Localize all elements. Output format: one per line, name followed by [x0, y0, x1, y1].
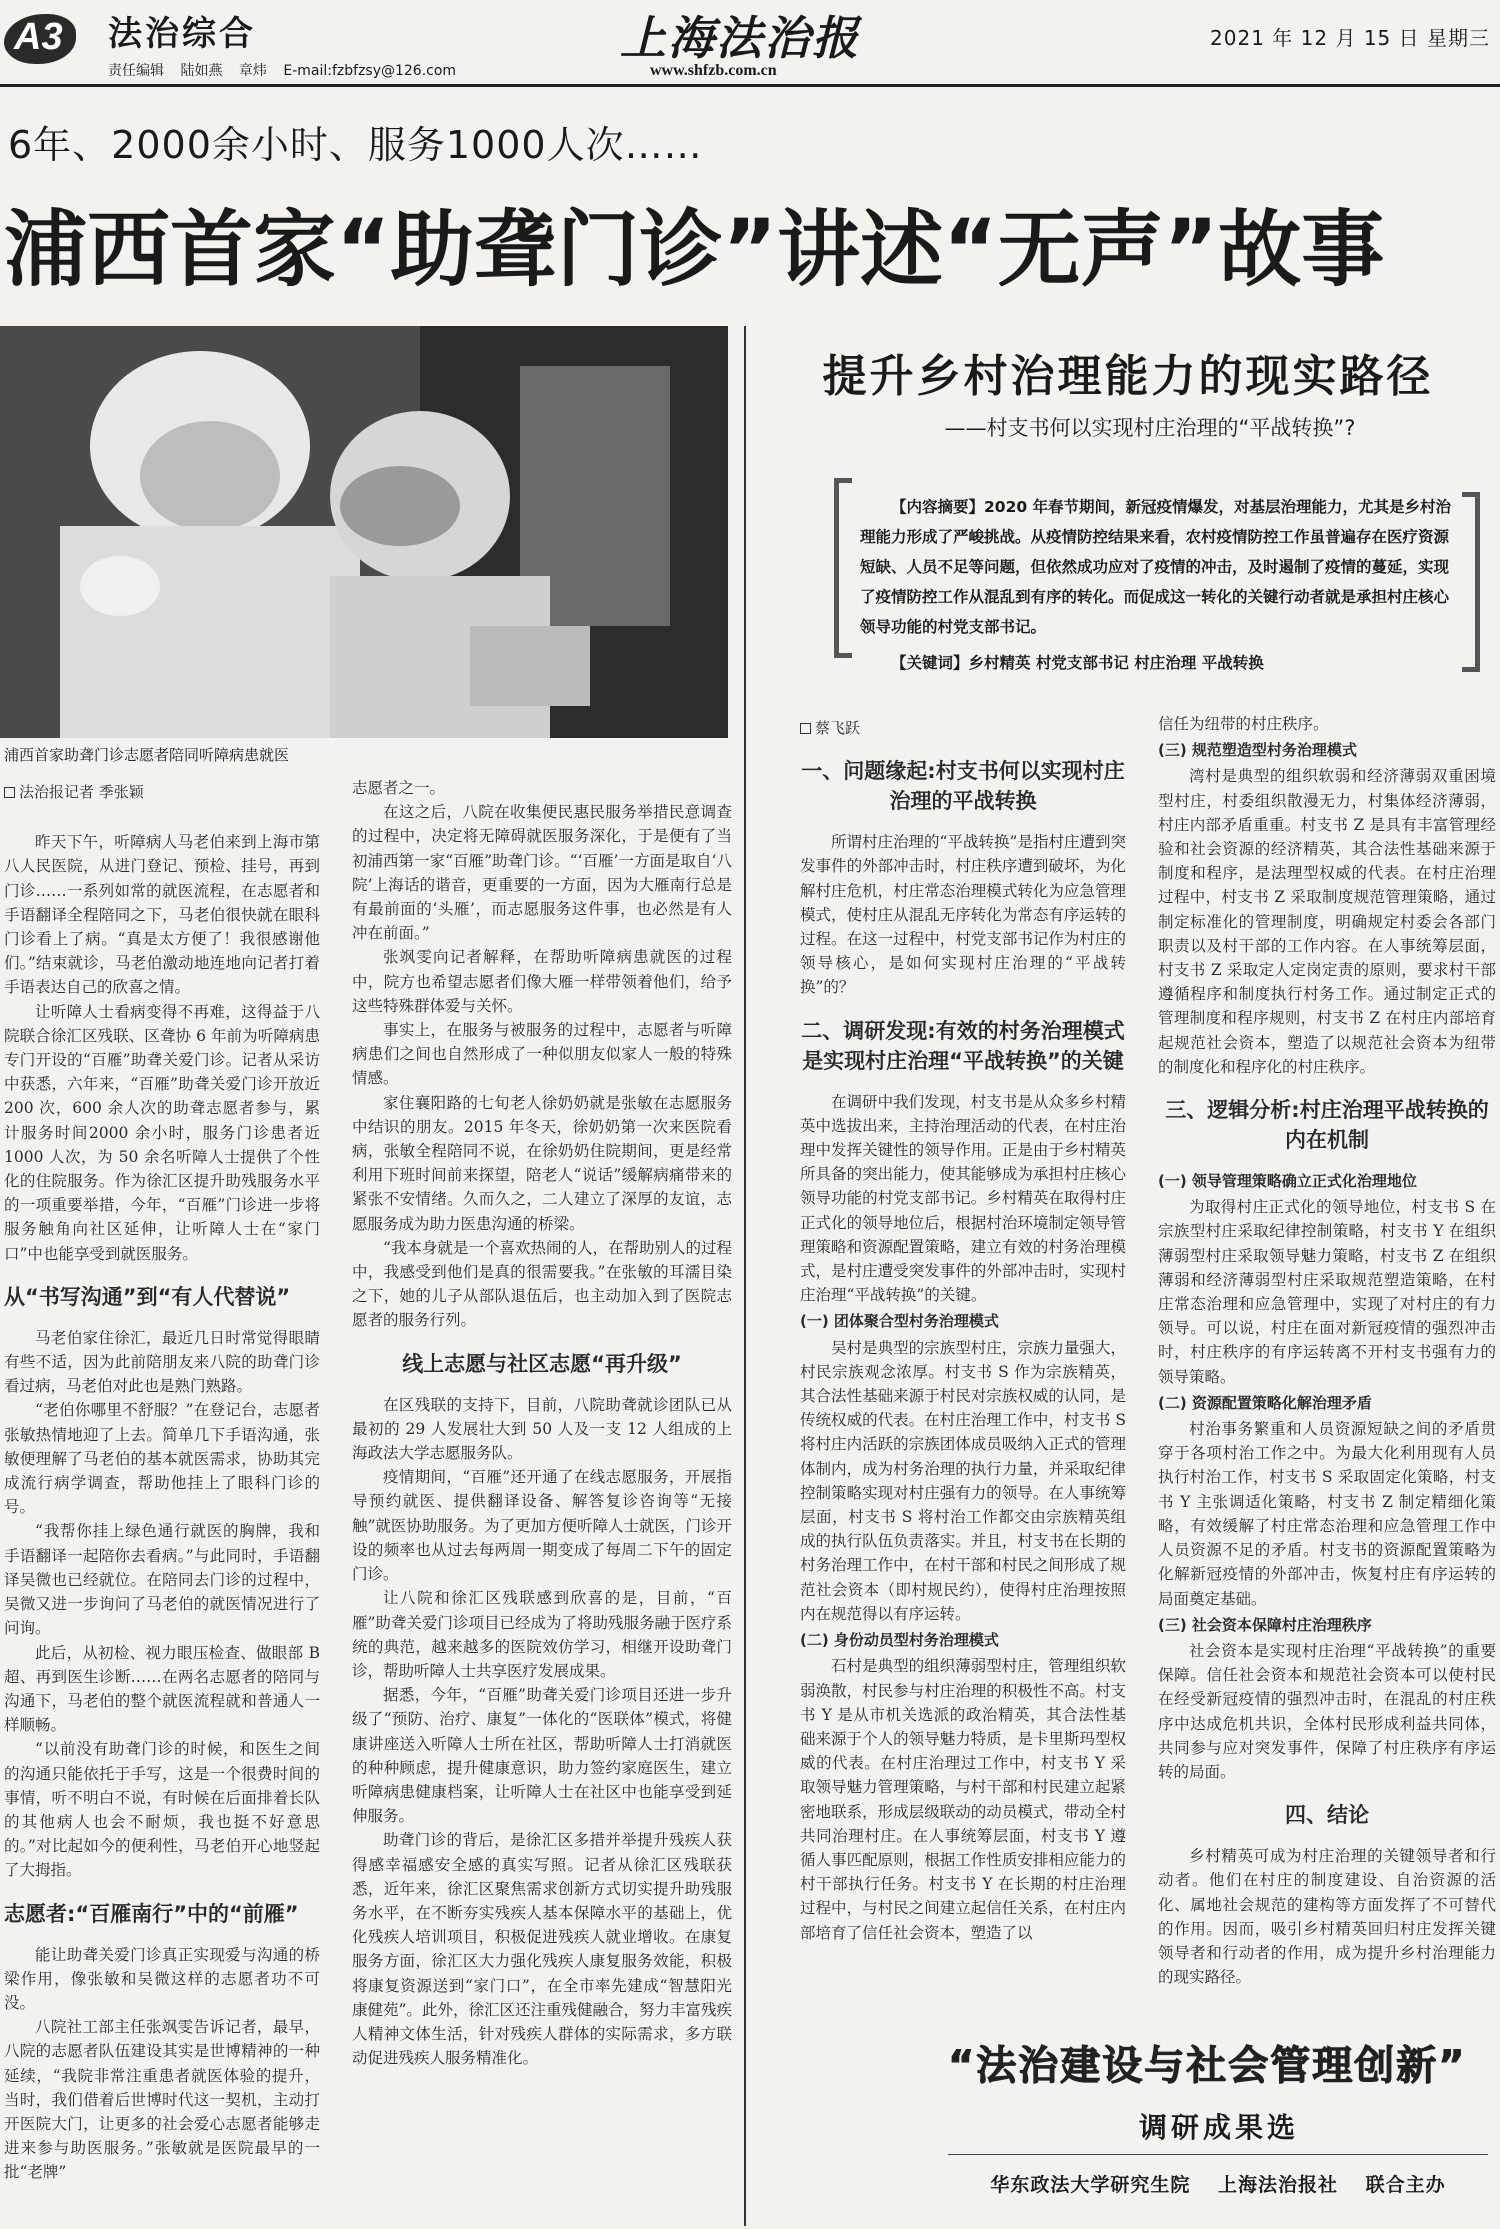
paragraph: 八院社工部主任张飒雯告诉记者，最早，八院的志愿者队伍建设其实是世博精神的一种延续，“我院非常注重患者就医体验的提升，当时，我们借着后世博时代这一契机，主动打开医院大门，让更多的社会爱心志愿者能够走进来参与助医服务。”张敏就是医院最早的一批“老牌” [4, 2018, 320, 2182]
lead-headline: 浦西首家“助聋门诊”讲述“无声”故事 [4, 201, 1385, 298]
section-name: 法治综合 [108, 14, 256, 54]
section-subhead: 一、问题缘起:村支书何以实现村庄治理的平战转换 [801, 759, 1125, 814]
editor-name: 陆如燕 [180, 63, 223, 79]
banner-organizers [948, 2170, 1488, 2197]
right-column-2 [1158, 712, 1496, 1989]
photo-caption: 浦西首家助聋门诊志愿者陪同听障病患就医 [4, 746, 290, 764]
paragraph: 在区残联的支持下，目前，八院助聋就诊团队已从最初的 29 人发展壮大到 50 人及一支 12 人组成的上海政法大学志愿服务队。 [352, 1395, 732, 1463]
minor-subhead: (一) 团体聚合型村务治理模式 [800, 1312, 999, 1331]
paragraph: 让八院和徐汇区残联感到欣喜的是，目前，“百雁”助聋关爱门诊项目已经成为了将助残服务融于医疗系统的典范，越来越多的医院效仿学习，相继开设助聋门诊，帮助听障人士共享医疗发展成果。 [352, 1589, 732, 1680]
editor-name: 章炜 [238, 63, 267, 79]
minor-subhead: (三) 社会资本保障村庄治理秩序 [1158, 1615, 1372, 1634]
paragraph: 为取得村庄正式化的领导地位，村支书 S 在宗族型村庄采取纪律控制策略，村支书 Y 在组织薄弱型村庄采取领导魅力策略，村支书 Z 在组织薄弱和经济薄弱型村庄采取规范塑造策略，在村庄常态治理和应急管理中，实现了对村庄的有力领导。可以说，村庄在面对新冠疫情的强烈冲击时，村庄秩序的有序运转离不开村支书强有力的领导策略。 [1158, 1198, 1496, 1386]
section-subhead: 志愿者:“百雁南行”中的“前雁” [4, 1901, 299, 1926]
newspaper-logo: 上海法治报 [620, 11, 860, 65]
paragraph: 据悉，今年，“百雁”助聋关爱门诊项目还进一步升级了“预防、治疗、康复”一体化的“医联体”模式，将健康讲座送入听障人士所在社区，帮助听障人士打消就医的种种顾虑，提升健康意识，助力签约家庭医生，建立听障病患健康档案，让听障人士在社区中也能享受到延伸服务。 [352, 1686, 732, 1826]
right-byline: 蔡飞跃 [800, 716, 1126, 740]
organizer: 联合主办 [1365, 2174, 1446, 2196]
organizer: 华东政法大学研究生院 [990, 2174, 1191, 2196]
newspaper-url: www.shfzb.com.cn [650, 62, 777, 79]
abstract-label: 【内容摘要】 [891, 498, 985, 516]
paragraph: 乡村精英可成为村庄治理的关键领导者和行动者。他们在村庄的制度建设、自治资源的活化、属地社会规范的建构等方面发挥了不可替代的作用。因而，吸引乡村精英回归村庄发挥关键领导者和行动者的作用，成为提升乡村治理能力的现实路径。 [1158, 1847, 1496, 1987]
minor-subhead: (二) 资源配置策略化解治理矛盾 [1158, 1393, 1372, 1412]
paragraph: 村治事务繁重和人员资源短缺之间的矛盾贯穿于各项村治工作之中。为最大化利用现有人员执行村治工作，村支书 S 采取固定化策略，村支书 Y 主张调适化策略，村支书 Z 制定精细化策略，有效缓解了村庄常态治理和应急管理工作中人员资源不足的矛盾。村支书的资源配置策略为化解新冠疫情的外部冲击，恢复村庄有序运转的局面奠定基础。 [1158, 1420, 1496, 1608]
article-abstract [830, 470, 1480, 690]
right-article-subtitle: ——村支书何以实现村庄治理的“平战转换”? [944, 416, 1356, 440]
banner-subtitle: 调研成果选 [1138, 2111, 1299, 2144]
abstract-text: 【内容摘要】2020 年春节期间，新冠疫情爆发，对基层治理能力，尤其是乡村治理能力形成了严峻挑战。从疫情防控结果来看，农村疫情防控工作虽普遍存在医疗资源短缺、人员不足等问题，但依然成功应对了疫情的冲击，及时遏制了疫情的蔓延，实现了疫情防控工作从混乱到有序的转化。而促成这一转化的关键行动者就是承担村庄核心领导功能的村党支部书记。 [860, 498, 1452, 636]
photo-illustration [0, 326, 728, 738]
keywords-label: 【关键词】 [891, 654, 969, 672]
minor-subhead: (二) 身份动员型村务治理模式 [800, 1631, 999, 1650]
section-subhead: 线上志愿与社区志愿“再升级” [402, 1351, 682, 1376]
page-number-badge [0, 10, 80, 66]
keywords: 【关键词】乡村精英 村党支部书记 村庄治理 平战转换 [891, 654, 1264, 672]
section-subhead: 三、逻辑分析:村庄治理平战转换的内在机制 [1165, 1098, 1489, 1153]
paragraph: 疫情期间，“百雁”还开通了在线志愿服务，开展指导预约就医、提供翻译设备、解答复诊咨询等“无接触”就医协助服务。为了更加方便听障人士就医，门诊开设的频率也从过去每两周一期变成了每周二下午的固定门诊。 [352, 1468, 732, 1584]
paragraph: 张飒雯向记者解释，在帮助听障病患就医的过程中，院方也希望志愿者们像大雁一样带领着他们，给予这些特殊群体爱与关怀。 [352, 948, 732, 1015]
lead-column-2 [352, 776, 732, 2070]
banner-title: “法治建设与社会管理创新” [948, 2043, 1467, 2089]
lead-photo [0, 326, 728, 738]
editor-email: E-mail:fzbfzsy@126.com [283, 63, 457, 79]
paragraph: 此后，从初检、视力眼压检查、做眼部 B 超、再到医生诊断……在两名志愿者的陪同与沟通下，马老伯的整个就医流程就和普通人一样顺畅。 [4, 1643, 320, 1735]
masthead [0, 0, 1500, 88]
paragraph: 社会资本是实现村庄治理“平战转换”的重要保障。信任社会资本和规范社会资本可以使村民在经受新冠疫情的强烈冲击时，在混乱的村庄秩序中达成危机共识，全体村民形成利益共同体，共同参与应对突发事件，保障了村庄秩序有序运转的局面。 [1158, 1641, 1496, 1781]
paragraph: 能让助聋关爱门诊真正实现爱与沟通的桥梁作用，像张敏和吴微这样的志愿者功不可没。 [4, 1945, 320, 2012]
paragraph: 家住襄阳路的七旬老人徐奶奶就是张敏在志愿服务中结识的朋友。2015 年冬天，徐奶奶第一次来医院看病，张敏全程陪同不说，在徐奶奶住院期间，更是经常利用下班时间前来探望，陪老人“说话”缓解病痛带来的紧张不安情绪。久而久之，二人建立了深厚的友谊，志愿服务成为助力医患沟通的桥梁。 [352, 1093, 732, 1233]
section-subhead: 二、调研发现:有效的村务治理模式是实现村庄治理“平战转换”的关键 [801, 1018, 1125, 1073]
masthead-rule [0, 84, 1500, 87]
paragraph: 所谓村庄治理的“平战转换”是指村庄遭到突发事件的外部冲击时，村庄秩序遭到破坏，为化解村庄危机，村庄常态治理模式转化为应急管理模式，使村庄从混乱无序转化为常态有序运转的过程。在这一过程中，村党支部书记作为村庄的领导核心，是如何实现村庄治理的“平战转换”的？ [800, 833, 1126, 997]
paragraph: 助聋门诊的背后，是徐汇区多措并举提升残疾人获得感幸福感安全感的真实写照。记者从徐汇区残联获悉，近年来，徐汇区聚焦需求创新方式切实提升助残服务水平，在不断夯实残疾人基本保障水平的基础上，优化残疾人培训项目，积极促进残疾人就业增收。在康复服务方面，徐汇区大力强化残疾人康复服务效能，积极将康复资源送到“家门口”，在全市率先建成“智慧阳光康健苑”。此外，徐汇区还注重残健融合，努力丰富残疾人精神文体生活，针对残疾人群体的实际需求，多方联动促进残疾人服务精准化。 [352, 1831, 732, 2068]
paragraph: 在这之后，八院在收集便民惠民服务举措民意调查的过程中，决定将无障碍就医服务深化，于是便有了当初浦西第一家“百雁”助聋门诊。“‘百雁’一方面是取自‘八院’上海话的谐音，更重要的一方面，因为大雁南行总是有最前面的‘头雁’，而志愿服务这件事，也必然是有人冲在前面。” [352, 803, 732, 943]
paragraph: 石村是典型的组织薄弱型村庄，管理组织软弱涣散，村民参与村庄治理的积极性不高。村支书 Y 是从市机关选派的政治精英，其合法性基础来源于个人的领导魅力特质，是卡里斯玛型权威的代表。在村庄治理过工作中，村支书 Y 采取领导魅力管理策略，与村干部和村民建立起紧密地联系，形成层级联动的动员模式，带动全村共同治理村庄。在人事统筹层面，村支书 Y 遵循人事匹配原则，根据工作性质安排相应能力的村干部执行任务。村支书 Y 在长期的村庄治理过程中，与村民之间建立起信任关系，在村庄内部培育了信任社会资本，塑造了以 [800, 1657, 1126, 1942]
right-column-1 [800, 712, 1126, 1945]
right-article-title: 提升乡村治理能力的现实路径 [822, 351, 1434, 402]
paragraph: 湾村是典型的组织软弱和经济薄弱双重困境型村庄，村委组织散漫无力，村集体经济薄弱，村庄内部矛盾重重。村支书 Z 是具有丰富管理经验和社会资源的经济精英，其合法性基础来源于制度和程序，是法理型权威的代表。在村庄治理过程中，村支书 Z 采取制度规范管理策略，通过制定标准化的管理制度，明确规定村委会各部门职责以及村干部的工作内容。在人事统筹层面，村支书 Z 采取定人定岗定责的原则，要求村干部遵循程序和制度执行村务工作。通过制定正式的管理制度和程序规则，村支书 Z 在村庄内部培育起规范社会资本，塑造了以规范社会资本为纽带的制度化和程序化的村庄秩序。 [1158, 767, 1496, 1076]
paragraph: “以前没有助聋门诊的时候，和医生之间的沟通只能依托于手写，这是一个很费时间的事情，听不明白不说，有时候在后面排着长队的其他病人也会不耐烦，我也挺不好意思的。”对比起如今的便利性，马老伯开心地竖起了大拇指。 [4, 1740, 320, 1880]
organizer: 上海法治报社 [1217, 2174, 1338, 2196]
minor-subhead: (一) 领导管理策略确立正式化治理地位 [1158, 1172, 1417, 1191]
section-subhead: 从“书写沟通”到“有人代替说” [4, 1284, 291, 1309]
bracket-left-icon [834, 478, 852, 658]
paragraph: 志愿者之一。 [352, 779, 446, 797]
byline-box-icon [4, 787, 15, 798]
issue-date: 2021 年 12 月 15 日 星期三 [1210, 26, 1490, 50]
editor-line [108, 60, 468, 80]
byline-box-icon [800, 723, 811, 734]
paragraph: 事实上，在服务与被服务的过程中，志愿者与听障病患们之间也自然形成了一种似朋友似家人一般的特殊情感。 [352, 1021, 732, 1088]
paragraph: 马老伯家住徐汇，最近几日时常觉得眼睛有些不适，因为此前陪朋友来八院的助聋门诊看过病，马老伯对此也是熟门熟路。 [4, 1328, 320, 1396]
lead-column-1 [4, 776, 320, 2185]
paragraph: “老伯你哪里不舒服？”在登记台，志愿者张敏热情地迎了上去。简单几下手语沟通，张敏便理解了马老伯的基本就医需求，协助其完成流行病学调查，帮助他挂上了眼科门诊的号。 [4, 1401, 320, 1517]
lead-byline: 法治报记者 季张颖 [4, 780, 320, 804]
editor-label: 责任编辑 [108, 63, 164, 79]
paragraph: 让听障人士看病变得不再难，这得益于八院联合徐汇区残联、区聋协 6 年前为听障病患专门开设的“百雁”助聋关爱门诊。记者从采访中获悉，六年来，“百雁”助聋关爱门诊开放近 200 次，600 余人次的助聋志愿者参与，累计服务时间2000 余小时，服务门诊患者近 1000 人次，为 50 余名听障人士提供了个性化的住院服务。作为徐汇区提升助残服务水平的一项重要举措，今年，“百雁”门诊进一步将服务触角向社区延伸，让听障人士在“家门口”中也能享受到就医服务。 [4, 1002, 320, 1263]
series-banner [938, 2022, 1500, 2229]
paragraph: 吴村是典型的宗族型村庄，宗族力量强大，村民宗族观念浓厚。村支书 S 作为宗族精英，其合法性基础来源于村民对宗族权威的认同，是传统权威的代表。在村庄治理工作中，村支书 S 将村庄内活跃的宗族团体成员吸纳入正式的管理体制内，成为村务治理的执行力量，并采取纪律控制策略实现对村庄强有力的领导。在人事统筹层面，村支书 S 将村治工作都交由宗族精英组成的执行队伍负责落实。并且，村支书在长期的村务治理工作中，在村干部和村民之间形成了规范社会资本（即村规民约），使得村庄治理按照内在规范得以有序运转。 [800, 1338, 1126, 1623]
paragraph: “我帮你挂上绿色通行就医的胸牌，我和手语翻译一起陪你去看病。”与此同时，手语翻译吴微也已经就位。在陪同去门诊的过程中，吴微又进一步询问了马老伯的就医情况进行了问询。 [4, 1522, 320, 1638]
paragraph: 信任为纽带的村庄秩序。 [1158, 715, 1329, 733]
banner-rule [948, 2154, 1488, 2155]
paragraph: 在调研中我们发现，村支书是从众多乡村精英中选拔出来，主持治理活动的代表，在村庄治理中发挥关键性的领导作用。正是由于乡村精英所具备的突出能力，使其能够成为承担村庄核心领导功能的村党支部书记。乡村精英在取得村庄正式化的领导地位后，根据村治环境制定领导管理策略和资源配置策略，建立有效的村务治理模式，是村庄遭受突发事件的外部冲击时，实现村庄治理“平战转换”的关键。 [800, 1092, 1126, 1305]
column-divider [744, 326, 746, 2226]
section-subhead: 四、结论 [1285, 1803, 1369, 1828]
page-number: A3 [14, 16, 63, 58]
lead-kicker: 6年、2000余小时、服务1000人次…… [8, 123, 703, 167]
bracket-right-icon [1462, 492, 1480, 672]
minor-subhead: (三) 规范塑造型村务治理模式 [1158, 741, 1357, 760]
paragraph: 昨天下午，听障病人马老伯来到上海市第八人民医院，从进门登记、预检、挂号，再到门诊……一系列如常的就医流程，在志愿者和手语翻译全程陪同之下，马老伯很快就在眼科门诊看上了病。“真是太方便了！我很感谢他们。”结束就诊，马老伯激动地连地向记者打着手语表达自己的欣喜之情。 [4, 833, 320, 997]
paragraph: “我本身就是一个喜欢热闹的人，在帮助别人的过程中，我感受到他们是真的很需要我。”在张敏的耳濡目染之下，她的儿子从部队退伍后，也主动加入到了医院志愿者的服务行列。 [352, 1238, 732, 1330]
